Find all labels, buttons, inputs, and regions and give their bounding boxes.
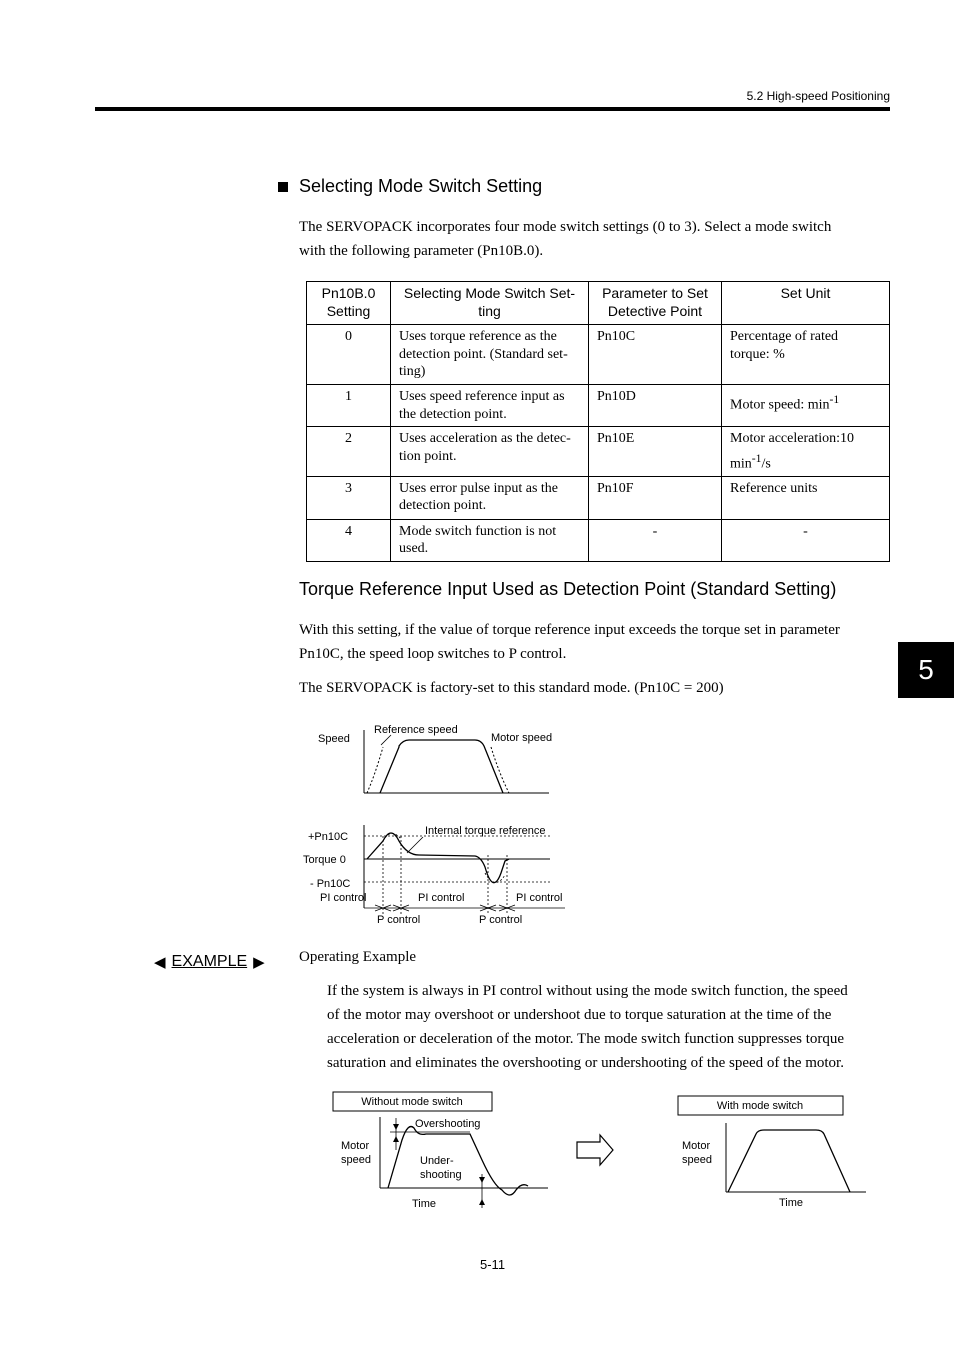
square-bullet-icon: [278, 182, 288, 192]
overshooting-label: Overshooting: [415, 1118, 481, 1130]
header-rule: [95, 107, 890, 111]
table-row: [307, 519, 890, 561]
col-header-parameter: Parameter to Set Detective Point: [589, 282, 722, 325]
pi-control-label-3: PI control: [516, 892, 563, 904]
cell-parameter: -: [589, 519, 722, 561]
unit-line-2: [730, 450, 881, 473]
internal-torque-label: Internal torque reference: [425, 825, 546, 837]
unit-line-1: Motor acceleration:10: [730, 431, 855, 446]
cell-description: Uses acceleration as the detec-tion point.: [391, 427, 589, 477]
torque-section-heading: Torque Reference Input Used as Detection Point (Standard Setting): [299, 579, 837, 599]
torque-para-line-1: With this setting, if the value of torque reference input exceeds the torque set in parameter: [299, 622, 840, 638]
mode-switch-comparison-diagram: [330, 1090, 875, 1215]
without-time-label: Time: [412, 1198, 437, 1210]
col-header-unit: Set Unit: [722, 282, 890, 325]
reference-speed-curve: [380, 740, 503, 793]
example-body-line-2: of the motor may overshoot or undershoot due to torque saturation at the time of the: [327, 1007, 832, 1023]
cell-setting: 3: [307, 476, 391, 519]
cell-setting: 1: [307, 385, 391, 427]
example-body-line-3: acceleration or deceleration of the motor. The mode switch function suppresses torque: [327, 1031, 845, 1047]
unit-superscript: -1: [829, 393, 840, 406]
chapter-tab: 5: [898, 642, 954, 698]
cell-description: Uses torque reference as the detection point. (Standard set-ting): [391, 325, 589, 385]
torque-paragraph-1: [299, 618, 885, 666]
intro-line-2: with the following parameter (Pn10B.0).: [299, 243, 544, 259]
table-header-row: [307, 282, 890, 325]
cell-description: Uses error pulse input as the detection point.: [391, 476, 589, 519]
example-body-line-1: If the system is always in PI control without using the mode switch function, the speed: [327, 983, 848, 999]
section-heading: [278, 176, 542, 197]
without-motor-label: Motor: [341, 1140, 370, 1152]
cell-description: Uses speed reference input as the detection point.: [391, 385, 589, 427]
cell-unit: Reference units: [722, 476, 890, 519]
unit-text: min: [730, 456, 752, 472]
page-number: 5-11: [480, 1257, 506, 1272]
cell-parameter: Pn10D: [589, 385, 722, 427]
cell-parameter: Pn10C: [589, 325, 722, 385]
intro-line-1: The SERVOPACK incorporates four mode switch settings (0 to 3). Select a mode switch: [299, 219, 832, 235]
with-speed-curve: [728, 1130, 850, 1192]
without-title: Without mode switch: [361, 1096, 463, 1108]
with-speed-label: speed: [682, 1154, 712, 1166]
example-tag: [154, 953, 265, 971]
cell-unit: [722, 427, 890, 477]
with-time-label: Time: [779, 1197, 804, 1209]
pi-control-label-2: PI control: [418, 892, 465, 904]
with-motor-label: Motor: [682, 1140, 711, 1152]
motor-speed-label: Motor speed: [491, 732, 553, 744]
without-speed-label: speed: [341, 1154, 371, 1166]
with-title: With mode switch: [716, 1100, 804, 1112]
p-control-label-1: P control: [377, 914, 421, 926]
example-title: Operating Example: [299, 949, 417, 965]
col-header-setting: Pn10B.0 Setting: [307, 282, 391, 325]
cell-setting: 2: [307, 427, 391, 477]
running-header: 5.2 High-speed Positioning: [746, 89, 890, 103]
plus-pn10c-label: +Pn10C: [308, 831, 349, 843]
right-arrow-icon: [577, 1135, 613, 1165]
reference-speed-label: Reference speed: [374, 724, 458, 736]
reference-speed-leader: [381, 735, 391, 745]
torque-leader-line: [407, 837, 423, 853]
section-heading-text: Selecting Mode Switch Setting: [299, 176, 543, 196]
torque-para-line-2: Pn10C, the speed loop switches to P control.: [299, 646, 567, 662]
shooting-label: shooting: [420, 1169, 462, 1181]
under-label: Under-: [420, 1155, 454, 1167]
cell-setting: 4: [307, 519, 391, 561]
intro-paragraph: [299, 215, 885, 263]
cell-unit: -: [722, 519, 890, 561]
example-body-line-4: saturation and eliminates the overshooting or undershooting of the speed of the motor.: [327, 1055, 844, 1071]
triangle-right-icon: ▶: [253, 954, 265, 971]
table-row: [307, 385, 890, 427]
col-header-description: Selecting Mode Switch Set-ting: [391, 282, 589, 325]
unit-text: Motor speed: min: [730, 397, 830, 413]
cell-setting: 0: [307, 325, 391, 385]
torque-zero-label: Torque 0: [303, 854, 346, 866]
cell-unit: [722, 385, 890, 427]
example-body: [327, 979, 887, 1075]
cell-unit: Percentage of rated torque: %: [722, 325, 890, 385]
table-row: [307, 476, 890, 519]
cell-description: Mode switch function is not used.: [391, 519, 589, 561]
p-control-label-2: P control: [479, 914, 523, 926]
unit-suffix: /s: [761, 456, 771, 472]
torque-switch-diagram: [295, 715, 585, 930]
cell-parameter: Pn10E: [589, 427, 722, 477]
triangle-left-icon: ◀: [154, 954, 166, 971]
mode-switch-table: [306, 281, 890, 562]
pi-control-label-1: PI control: [320, 892, 367, 904]
without-speed-curve: [388, 1127, 528, 1196]
unit-superscript: -1: [751, 451, 762, 465]
example-tag-label: EXAMPLE: [171, 953, 248, 970]
cell-parameter: Pn10F: [589, 476, 722, 519]
speed-axis-label: Speed: [318, 733, 350, 745]
torque-paragraph-2: The SERVOPACK is factory-set to this standard mode. (Pn10C = 200): [299, 680, 724, 696]
minus-pn10c-label: - Pn10C: [310, 878, 351, 890]
table-row: [307, 325, 890, 385]
table-row: [307, 427, 890, 477]
